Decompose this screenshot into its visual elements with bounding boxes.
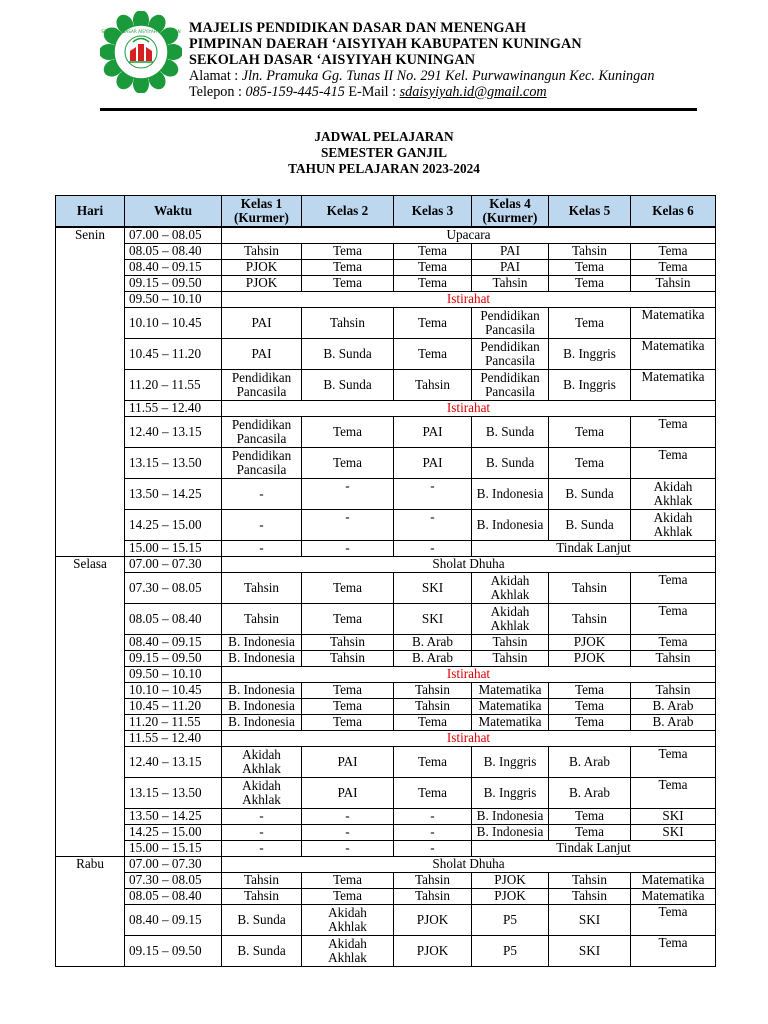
time-cell: 15.00 – 15.15 (125, 540, 222, 556)
subject-cell: Tema (394, 777, 472, 808)
subject-cell: Tema (302, 259, 394, 275)
time-cell: 09.15 – 09.50 (125, 650, 222, 666)
subject-cell: Tema (302, 243, 394, 259)
table-row (56, 447, 716, 478)
subject-cell: - (394, 540, 472, 556)
logo-text: SEKOLAH DASAR AISYIYAH KUNINGAN (101, 29, 181, 34)
table-row (56, 416, 716, 447)
break-cell: Istirahat (222, 730, 716, 746)
day-cell (56, 698, 125, 714)
subject-cell: B. Indonesia (222, 634, 302, 650)
subject-cell: - (302, 840, 394, 856)
subject-cell: Tema (631, 904, 716, 935)
school-logo (100, 11, 182, 93)
table-row (56, 243, 716, 259)
subject-cell: Tema (394, 259, 472, 275)
subject-cell: Tema (549, 714, 631, 730)
subject-cell: Tahsin (631, 650, 716, 666)
subject-cell: Tema (549, 808, 631, 824)
subject-cell: Pendidikan Pancasila (222, 369, 302, 400)
column-header: Hari (56, 196, 125, 228)
time-cell: 11.55 – 12.40 (125, 400, 222, 416)
table-row (56, 603, 716, 634)
break-cell: Istirahat (222, 666, 716, 682)
subject-cell: Tema (631, 243, 716, 259)
time-cell: 13.50 – 14.25 (125, 808, 222, 824)
subject-cell: Akidah Akhlak (472, 572, 549, 603)
subject-cell: B. Inggris (472, 777, 549, 808)
time-cell: 08.05 – 08.40 (125, 243, 222, 259)
time-cell: 11.20 – 11.55 (125, 714, 222, 730)
subject-cell: Tema (549, 275, 631, 291)
subject-cell: Tema (549, 824, 631, 840)
follow-up-cell: Tindak Lanjut (472, 540, 716, 556)
subject-cell: Tema (549, 447, 631, 478)
subject-cell: Matematika (472, 714, 549, 730)
time-cell: 08.05 – 08.40 (125, 888, 222, 904)
subject-cell: B. Arab (549, 746, 631, 777)
subject-cell: Pendidikan Pancasila (222, 447, 302, 478)
subject-cell: B. Sunda (549, 478, 631, 509)
subject-cell: Tahsin (549, 243, 631, 259)
email-link[interactable]: sdaisyiyah.id@gmail.com (399, 84, 547, 100)
subject-cell: - (302, 478, 394, 509)
time-cell: 10.10 – 10.45 (125, 307, 222, 338)
subject-cell: PAI (222, 338, 302, 369)
time-cell: 11.20 – 11.55 (125, 369, 222, 400)
time-cell: 10.10 – 10.45 (125, 682, 222, 698)
subject-cell: Tema (394, 243, 472, 259)
time-cell: 09.15 – 09.50 (125, 935, 222, 966)
day-cell (56, 840, 125, 856)
table-row (56, 275, 716, 291)
time-cell: 10.45 – 11.20 (125, 698, 222, 714)
subject-cell: Tahsin (549, 572, 631, 603)
subject-cell: Tahsin (222, 603, 302, 634)
subject-cell: Tahsin (302, 307, 394, 338)
table-row (56, 509, 716, 540)
subject-cell: PJOK (394, 904, 472, 935)
day-cell: Senin (56, 227, 125, 243)
subject-cell: Tahsin (302, 650, 394, 666)
activity-cell: Sholat Dhuha (222, 856, 716, 872)
subject-cell: Tema (394, 338, 472, 369)
table-row (56, 338, 716, 369)
time-cell: 07.30 – 08.05 (125, 872, 222, 888)
column-header: Kelas 6 (631, 196, 716, 228)
subject-cell: Pendidikan Pancasila (222, 416, 302, 447)
subject-cell: Matematika (472, 698, 549, 714)
subject-cell: Tema (394, 714, 472, 730)
column-header: Kelas 2 (302, 196, 394, 228)
subject-cell: - (302, 824, 394, 840)
subject-cell: B. Indonesia (472, 478, 549, 509)
subject-cell: - (394, 824, 472, 840)
subject-cell: Tema (631, 416, 716, 447)
subject-cell: Tema (302, 416, 394, 447)
subject-cell: Matematika (631, 338, 716, 369)
subject-cell: Akidah Akhlak (302, 904, 394, 935)
break-cell: Istirahat (222, 291, 716, 307)
subject-cell: SKI (394, 603, 472, 634)
subject-cell: Tahsin (549, 603, 631, 634)
time-cell: 09.15 – 09.50 (125, 275, 222, 291)
table-row (56, 540, 716, 556)
table-row (56, 746, 716, 777)
day-cell (56, 447, 125, 478)
subject-cell: Tahsin (472, 634, 549, 650)
subject-cell: PJOK (472, 888, 549, 904)
table-row (56, 777, 716, 808)
subject-cell: - (394, 808, 472, 824)
letterhead-line1: MAJELIS PENDIDIKAN DASAR DAN MENENGAH (189, 20, 527, 36)
email-label: E-Mail : (344, 84, 400, 100)
column-header: Kelas 3 (394, 196, 472, 228)
time-cell: 13.15 – 13.50 (125, 777, 222, 808)
time-cell: 11.55 – 12.40 (125, 730, 222, 746)
table-row (56, 856, 716, 872)
table-row (56, 872, 716, 888)
time-cell: 10.45 – 11.20 (125, 338, 222, 369)
time-cell: 08.05 – 08.40 (125, 603, 222, 634)
subject-cell: Matematika (631, 307, 716, 338)
day-cell (56, 682, 125, 698)
time-cell: 08.40 – 09.15 (125, 259, 222, 275)
subject-cell: Tema (302, 603, 394, 634)
time-cell: 07.30 – 08.05 (125, 572, 222, 603)
subject-cell: Tahsin (394, 682, 472, 698)
table-row (56, 650, 716, 666)
table-row (56, 808, 716, 824)
table-row (56, 400, 716, 416)
subject-cell: B. Arab (631, 698, 716, 714)
day-cell (56, 603, 125, 634)
subject-cell: B. Sunda (222, 935, 302, 966)
subject-cell: Tahsin (222, 872, 302, 888)
day-cell (56, 259, 125, 275)
day-cell (56, 509, 125, 540)
subject-cell: - (394, 840, 472, 856)
subject-cell: PJOK (472, 872, 549, 888)
time-cell: 09.50 – 10.10 (125, 666, 222, 682)
time-cell: 14.25 – 15.00 (125, 824, 222, 840)
subject-cell: SKI (549, 935, 631, 966)
day-cell (56, 808, 125, 824)
subject-cell: Tema (302, 714, 394, 730)
day-cell (56, 634, 125, 650)
subject-cell: PAI (302, 746, 394, 777)
subject-cell: Tahsin (394, 888, 472, 904)
subject-cell: Tahsin (472, 275, 549, 291)
subject-cell: B. Indonesia (472, 824, 549, 840)
subject-cell: Tahsin (631, 275, 716, 291)
table-row (56, 888, 716, 904)
subject-cell: Tema (549, 307, 631, 338)
subject-cell: Tema (631, 603, 716, 634)
subject-cell: Tema (549, 698, 631, 714)
subject-cell: B. Arab (394, 650, 472, 666)
address-line (189, 68, 654, 84)
subject-cell: PAI (394, 416, 472, 447)
subject-cell: - (302, 808, 394, 824)
day-cell (56, 714, 125, 730)
table-row (56, 840, 716, 856)
subject-cell: Akidah Akhlak (222, 777, 302, 808)
subject-cell: SKI (631, 824, 716, 840)
subject-cell: Tema (302, 872, 394, 888)
subject-cell: Matematika (631, 872, 716, 888)
subject-cell: PJOK (394, 935, 472, 966)
subject-cell: Tema (302, 682, 394, 698)
day-cell (56, 935, 125, 966)
activity-cell: Upacara (222, 227, 716, 243)
subject-cell: Akidah Akhlak (302, 935, 394, 966)
header-divider (100, 108, 697, 111)
subject-cell: Tahsin (394, 698, 472, 714)
subject-cell: PJOK (549, 634, 631, 650)
subject-cell: P5 (472, 904, 549, 935)
subject-cell: B. Inggris (472, 746, 549, 777)
subject-cell: P5 (472, 935, 549, 966)
table-row (56, 556, 716, 572)
subject-cell: B. Sunda (472, 447, 549, 478)
schedule-table (55, 195, 716, 967)
subject-cell: PAI (472, 259, 549, 275)
day-cell (56, 540, 125, 556)
letterhead-line3: SEKOLAH DASAR ‘AISYIYAH KUNINGAN (189, 52, 476, 68)
subject-cell: B. Inggris (549, 369, 631, 400)
subject-cell: B. Inggris (549, 338, 631, 369)
table-row (56, 307, 716, 338)
subject-cell: B. Sunda (302, 338, 394, 369)
subject-cell: - (222, 840, 302, 856)
day-cell: Selasa (56, 556, 125, 572)
column-header: Kelas 1 (Kurmer) (222, 196, 302, 228)
subject-cell: Pendidikan Pancasila (472, 338, 549, 369)
day-cell (56, 666, 125, 682)
document-titles (0, 129, 768, 177)
day-cell (56, 777, 125, 808)
subject-cell: Tahsin (222, 572, 302, 603)
day-cell (56, 307, 125, 338)
subject-cell: SKI (631, 808, 716, 824)
column-header: Kelas 5 (549, 196, 631, 228)
title-jadwal: JADWAL PELAJARAN (314, 129, 454, 144)
subject-cell: SKI (394, 572, 472, 603)
subject-cell: Tema (302, 888, 394, 904)
table-row (56, 714, 716, 730)
subject-cell: Tema (394, 275, 472, 291)
subject-cell: Tema (302, 275, 394, 291)
subject-cell: Tahsin (549, 872, 631, 888)
column-header: Kelas 4 (Kurmer) (472, 196, 549, 228)
subject-cell: B. Indonesia (222, 650, 302, 666)
subject-cell: Tahsin (472, 650, 549, 666)
subject-cell: PAI (302, 777, 394, 808)
day-cell (56, 872, 125, 888)
address-label: Alamat : (189, 68, 242, 84)
subject-cell: Tema (631, 259, 716, 275)
table-row (56, 698, 716, 714)
subject-cell: Tema (631, 935, 716, 966)
subject-cell: Matematika (631, 888, 716, 904)
subject-cell: B. Indonesia (222, 682, 302, 698)
subject-cell: PJOK (549, 650, 631, 666)
table-row (56, 227, 716, 243)
subject-cell: PJOK (222, 259, 302, 275)
title-tahun: TAHUN PELAJARAN 2023-2024 (288, 161, 480, 176)
table-row (56, 682, 716, 698)
table-row (56, 730, 716, 746)
time-cell: 12.40 – 13.15 (125, 416, 222, 447)
time-cell: 08.40 – 09.15 (125, 634, 222, 650)
subject-cell: B. Sunda (549, 509, 631, 540)
subject-cell: SKI (549, 904, 631, 935)
day-cell (56, 650, 125, 666)
subject-cell: Tema (302, 572, 394, 603)
subject-cell: - (222, 808, 302, 824)
day-cell (56, 275, 125, 291)
subject-cell: - (222, 509, 302, 540)
table-row (56, 478, 716, 509)
day-cell (56, 904, 125, 935)
table-row (56, 666, 716, 682)
subject-cell: Akidah Akhlak (222, 746, 302, 777)
table-row (56, 572, 716, 603)
letterhead-line2: PIMPINAN DAERAH ‘AISYIYAH KABUPATEN KUNINGAN (189, 36, 582, 52)
subject-cell: B. Indonesia (472, 808, 549, 824)
subject-cell: B. Sunda (222, 904, 302, 935)
time-cell: 07.00 – 07.30 (125, 856, 222, 872)
subject-cell: B. Indonesia (222, 714, 302, 730)
subject-cell: B. Indonesia (222, 698, 302, 714)
table-row (56, 259, 716, 275)
subject-cell: PAI (394, 447, 472, 478)
subject-cell: Matematika (472, 682, 549, 698)
subject-cell: Akidah Akhlak (631, 478, 716, 509)
subject-cell: B. Arab (394, 634, 472, 650)
subject-cell: Tahsin (631, 682, 716, 698)
subject-cell: Tahsin (394, 872, 472, 888)
time-cell: 07.00 – 08.05 (125, 227, 222, 243)
subject-cell: Akidah Akhlak (472, 603, 549, 634)
title-semester: SEMESTER GANJIL (321, 145, 447, 160)
break-cell: Istirahat (222, 400, 716, 416)
day-cell (56, 824, 125, 840)
day-cell (56, 478, 125, 509)
subject-cell: Tema (631, 634, 716, 650)
table-row (56, 369, 716, 400)
address-value: Jln. Pramuka Gg. Tunas II No. 291 Kel. Purwawinangun Kec. Kuningan (241, 68, 655, 84)
subject-cell: Tema (302, 698, 394, 714)
subject-cell: B. Indonesia (472, 509, 549, 540)
subject-cell: Matematika (631, 369, 716, 400)
subject-cell: Pendidikan Pancasila (472, 307, 549, 338)
subject-cell: B. Arab (549, 777, 631, 808)
column-header: Waktu (125, 196, 222, 228)
activity-cell: Sholat Dhuha (222, 556, 716, 572)
subject-cell: Tahsin (549, 888, 631, 904)
time-cell: 14.25 – 15.00 (125, 509, 222, 540)
subject-cell: Tema (631, 746, 716, 777)
table-row (56, 904, 716, 935)
subject-cell: Tahsin (222, 243, 302, 259)
phone-label: Telepon : (189, 84, 246, 100)
time-cell: 13.50 – 14.25 (125, 478, 222, 509)
schedule-header (56, 196, 716, 228)
day-cell: Rabu (56, 856, 125, 872)
subject-cell: B. Arab (631, 714, 716, 730)
subject-cell: Tema (549, 259, 631, 275)
subject-cell: Tema (631, 777, 716, 808)
day-cell (56, 746, 125, 777)
schedule-body (56, 227, 716, 966)
subject-cell: Tema (302, 447, 394, 478)
subject-cell: - (222, 540, 302, 556)
day-cell (56, 243, 125, 259)
subject-cell: - (222, 478, 302, 509)
subject-cell: - (394, 478, 472, 509)
day-cell (56, 416, 125, 447)
time-cell: 15.00 – 15.15 (125, 840, 222, 856)
time-cell: 07.00 – 07.30 (125, 556, 222, 572)
day-cell (56, 338, 125, 369)
subject-cell: Tahsin (222, 888, 302, 904)
subject-cell: PAI (472, 243, 549, 259)
follow-up-cell: Tindak Lanjut (472, 840, 716, 856)
day-cell (56, 730, 125, 746)
table-row (56, 291, 716, 307)
time-cell: 12.40 – 13.15 (125, 746, 222, 777)
subject-cell: Tema (631, 572, 716, 603)
phone-value: 085-159-445-415 (245, 84, 345, 100)
day-cell (56, 400, 125, 416)
time-cell: 09.50 – 10.10 (125, 291, 222, 307)
time-cell: 08.40 – 09.15 (125, 904, 222, 935)
contact-line (189, 84, 654, 100)
day-cell (56, 369, 125, 400)
letterhead (189, 20, 654, 100)
subject-cell: B. Sunda (472, 416, 549, 447)
subject-cell: PAI (222, 307, 302, 338)
subject-cell: - (394, 509, 472, 540)
subject-cell: - (302, 509, 394, 540)
subject-cell: Tahsin (302, 634, 394, 650)
subject-cell: Tema (394, 746, 472, 777)
table-row (56, 824, 716, 840)
subject-cell: Akidah Akhlak (631, 509, 716, 540)
subject-cell: Tema (631, 447, 716, 478)
subject-cell: Pendidikan Pancasila (472, 369, 549, 400)
day-cell (56, 291, 125, 307)
subject-cell: - (222, 824, 302, 840)
subject-cell: Tema (549, 416, 631, 447)
subject-cell: Tahsin (394, 369, 472, 400)
day-cell (56, 888, 125, 904)
table-row (56, 935, 716, 966)
time-cell: 13.15 – 13.50 (125, 447, 222, 478)
subject-cell: - (302, 540, 394, 556)
table-row (56, 634, 716, 650)
subject-cell: Tema (394, 307, 472, 338)
subject-cell: B. Sunda (302, 369, 394, 400)
subject-cell: PJOK (222, 275, 302, 291)
subject-cell: Tema (549, 682, 631, 698)
day-cell (56, 572, 125, 603)
